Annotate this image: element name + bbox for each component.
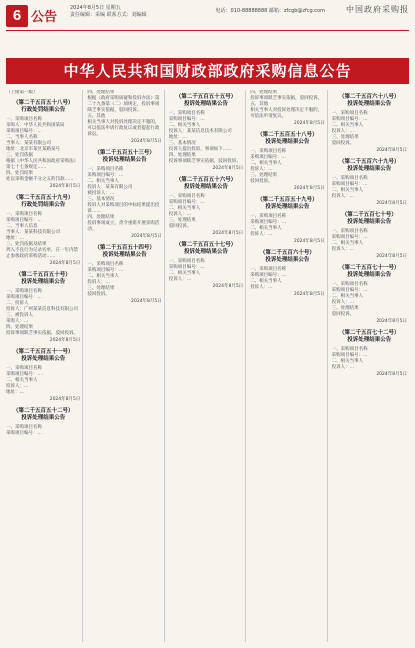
notice-text-line: 投诉事项缺乏事实依据，驳回投诉。 xyxy=(6,331,78,336)
notice-date: 2024年8月5日 xyxy=(49,338,81,343)
notice-column xyxy=(169,90,246,642)
issue-meta-line: 2024年8月5日 星期五 xyxy=(70,5,121,11)
notice-date: 2024年8月5日 xyxy=(212,284,244,289)
notice-text-line: 二、相关当事人 xyxy=(87,179,119,184)
notice-text-line: 处以采购金额千分之五的罚款…… xyxy=(6,177,74,182)
notice-text-line: 四、处理结果 xyxy=(87,215,115,220)
newspaper-brand: 中国政府采购报 xyxy=(346,5,409,14)
notice-text-line: 采购人：中华人民共和国某局 xyxy=(6,123,65,128)
notice-date: 2024年8月5日 xyxy=(376,372,407,377)
notice-text-line: 投诉人：… xyxy=(250,285,273,290)
notice-text-line: 采购项目编号：… xyxy=(87,173,124,178)
notice-text-line: 采购项目编号：… xyxy=(331,353,368,358)
notice-text-line: 三、处理结果 xyxy=(250,173,278,178)
notice-date: 2024年8月5日 xyxy=(293,121,325,126)
notice-text-line: 相关当事人对投诉处理决定不服的，可依法申请复议。 xyxy=(250,108,323,119)
notice-title: （第二千五百六十九号） 投诉处理结果公告 xyxy=(339,159,400,172)
notice-title: （第二千五百五十八号） 投诉处理结果公告 xyxy=(257,132,318,145)
notice-text-line: 二、投诉人 xyxy=(6,301,29,306)
notice-text-line: 二、相关当事人 xyxy=(331,359,364,364)
notice-title: （第二千五百五十五号） 投诉处理结果公告 xyxy=(175,94,237,107)
notice-text-line: 地址：… xyxy=(6,236,24,241)
notice-block xyxy=(87,150,161,240)
notice-block xyxy=(250,90,324,127)
notice-text-line: 三、处罚依据及结果 xyxy=(6,242,47,247)
notice-text-line: 投诉人：某某有限公司 xyxy=(87,185,133,190)
issue-meta xyxy=(70,5,147,19)
notice-block xyxy=(250,250,324,298)
notice-date: 2024年8月5日 xyxy=(376,148,407,153)
notice-text-line: 采购项目编号：… xyxy=(168,265,205,270)
notice-text-line: 投诉人：某某信息技术有限公司 xyxy=(168,129,232,134)
notice-text-line: 四、处罚结果 xyxy=(6,171,33,176)
notice-text-line: 采购项目编号：… xyxy=(6,218,42,223)
notice-text-line: 采购项目编号：… xyxy=(6,295,42,300)
notice-date: 2024年8月5日 xyxy=(293,239,325,244)
notice-text-line: 五、其他 xyxy=(87,114,106,119)
notice-text-line: 采购项目编号：… xyxy=(250,273,287,278)
notice-text-line: 一、采购项目名称 xyxy=(250,267,287,272)
notice-text-line: 投诉人：… xyxy=(331,247,355,252)
notice-block xyxy=(169,177,243,237)
notice-title: （第二千五百五十一号） 投诉处理结果公告 xyxy=(12,349,74,362)
notice-text-line: 一、采购项目名称 xyxy=(331,176,368,181)
notice-text-line: 一、采购项目名称 xyxy=(168,194,205,199)
notice-text-line: 投诉人：… xyxy=(331,365,355,370)
notice-text-line: 三、处理结果 xyxy=(331,306,359,311)
page-title-banner: 中华人民共和国财政部政府采购信息公告 xyxy=(6,58,409,84)
notice-columns xyxy=(6,90,409,642)
notice-text-line: 采购项目编号：… xyxy=(6,372,42,377)
notice-block xyxy=(6,349,80,403)
notice-text-line: 一、采购项目名称 xyxy=(250,214,287,219)
notice-text-line: 投诉人对采购项目的中标结果提出投诉…… xyxy=(87,203,160,214)
notice-date: 2024年8月5日 xyxy=(49,261,81,266)
notice-text-line: 三、基本情况 xyxy=(87,197,115,202)
notice-text-line: 二、相关当事人 xyxy=(6,378,38,383)
notice-block xyxy=(250,197,324,245)
notice-text-line: 采购项目编号：… xyxy=(87,268,124,273)
notice-text-line: 投诉事项缺乏事实依据，驳回投诉。 xyxy=(168,159,241,164)
notice-date: 2024年8月5日 xyxy=(131,299,162,304)
notice-text-line: 一、采购项目名称 xyxy=(168,111,205,116)
notice-block xyxy=(6,195,80,267)
notice-text-line: 投诉人：… xyxy=(168,277,192,282)
notice-title: （第二千五百七十二号） 投诉处理结果公告 xyxy=(339,330,400,343)
notice-block xyxy=(332,212,407,260)
notice-text-line: 驳回投诉。 xyxy=(331,141,355,146)
notice-text-line: 一、采购项目名称 xyxy=(6,117,42,122)
notice-title: （第二千五百五十三号） 投诉处理结果公告 xyxy=(94,150,155,163)
notice-text-line: 一、采购项目名称 xyxy=(331,282,368,287)
notice-text-line: 地址：… xyxy=(6,390,24,395)
notice-text-line: 当事人：某某科技有限公司 xyxy=(6,230,60,235)
notice-text-line: 四、处理结果 xyxy=(6,325,33,330)
notice-column xyxy=(332,90,409,642)
notice-column xyxy=(250,90,327,642)
notice-text-line: 四、处理结果 xyxy=(168,153,196,158)
notice-text-line: 采购项目编号：… xyxy=(6,129,42,134)
notice-title: （第二千五百五十二号） 投诉处理结果公告 xyxy=(12,408,74,421)
notice-text-line: 二、相关当事人 xyxy=(250,161,282,166)
notice-date: 2024年8月5日 xyxy=(293,186,325,191)
notice-block xyxy=(87,245,161,305)
notice-text-line: 一、采购项目名称 xyxy=(87,262,124,267)
notice-date: 2024年8月5日 xyxy=(212,231,244,236)
notice-date: 2024年8月5日 xyxy=(49,184,81,189)
notice-text-line: 三、被投诉人 xyxy=(6,313,33,318)
notice-text-line: 三、处理结果 xyxy=(87,286,115,291)
notice-text-line: 采购项目编号：… xyxy=(331,235,368,240)
notice-text-line: 投诉人：… xyxy=(331,300,355,305)
notice-text-line: 三、处罚依据 xyxy=(6,153,33,158)
notice-text-line: 根据《政府采购质疑和投诉办法》第二十九条第（二）项规定，投诉事项缺乏事实依据，驳回投诉。 xyxy=(87,96,160,113)
notice-text-line: 二、当事人名称 xyxy=(6,135,38,140)
notice-text-line: 投诉事项成立，责令重新开展采购活动。 xyxy=(87,221,160,232)
notice-title: （第二千五百六十八号） 投诉处理结果公告 xyxy=(339,94,400,107)
notice-date: 2024年8月5日 xyxy=(212,166,244,171)
notice-text-line: 二、相关当事人 xyxy=(168,271,201,276)
notice-date: 2024年8月5日 xyxy=(131,139,162,144)
notice-text-line: 投诉人：… xyxy=(331,129,355,134)
notice-block xyxy=(332,265,407,325)
notice-text-line: 当事人：某某有限公司 xyxy=(6,141,51,146)
notice-text-line: 投诉人：… xyxy=(331,194,355,199)
notice-text-line: 投诉人：… xyxy=(6,384,29,389)
notice-block xyxy=(6,272,80,344)
notice-title: （第二千五百七十一号） 投诉处理结果公告 xyxy=(339,265,400,278)
notice-title: （第二千五百五十六号） 投诉处理结果公告 xyxy=(175,177,237,190)
notice-block xyxy=(332,330,407,378)
section-number-badge: 6 xyxy=(6,5,28,27)
notice-title: （第二千五百五十九号） 投诉处理结果公告 xyxy=(257,197,318,210)
notice-block xyxy=(6,408,80,437)
notice-text-line: 一、采购项目名称 xyxy=(168,259,205,264)
notice-text-line: 驳回投诉。 xyxy=(87,292,110,297)
notice-block xyxy=(250,132,324,192)
issue-meta-line: 责任编辑：采编 联系方式：刘编辑 xyxy=(70,12,147,18)
notice-text-line: 采购项目编号：… xyxy=(250,220,287,225)
notice-text-line: 投诉事项缺乏事实依据，驳回投诉。 xyxy=(250,96,323,101)
notice-text-line: 驳回投诉。 xyxy=(168,224,192,229)
notice-column xyxy=(87,90,164,642)
notice-text-line: 投诉人：… xyxy=(87,280,110,285)
notice-text-line: 一、采购项目名称 xyxy=(6,289,42,294)
notice-date: 2024年8月5日 xyxy=(293,292,325,297)
notice-text-line: 二、相关当事人 xyxy=(331,241,364,246)
notice-title: （第二千五百五十四号） 投诉处理结果公告 xyxy=(94,245,155,258)
notice-text-line: 采购项目编号：… xyxy=(331,182,368,187)
notice-title: （第二千五百五十七号） 投诉处理结果公告 xyxy=(175,242,237,255)
notice-text-line: 投诉人提出投诉，事项如下…… xyxy=(168,147,232,152)
notice-text-line: 投诉人：… xyxy=(250,167,273,172)
notice-date: 2024年8月5日 xyxy=(49,397,81,402)
notice-text-line: 采购项目编号：… xyxy=(331,117,368,122)
notice-text-line: 三、处理结果 xyxy=(331,135,359,140)
notice-text-line: 驳回投诉。 xyxy=(331,312,355,317)
notice-text-line: 五、其他 xyxy=(250,102,269,107)
section-name: 公告 xyxy=(31,10,58,25)
notice-text-line: 一、采购项目名称 xyxy=(250,149,287,154)
notice-text-line: 地址：北京市某区某路某号 xyxy=(6,147,60,152)
notice-date: 2024年8月5日 xyxy=(376,201,407,206)
notice-date: 2024年8月5日 xyxy=(376,319,407,324)
notice-text-line: 一、采购项目名称 xyxy=(6,366,42,371)
notice-text-line: 投诉人：… xyxy=(168,212,192,217)
notice-text-line: 二、相关当事人 xyxy=(168,206,201,211)
notice-text-line: 地址：… xyxy=(168,135,187,140)
notice-title: （第二千五百六十号） 投诉处理结果公告 xyxy=(259,250,315,263)
notice-text-line: 二、相关当事人 xyxy=(250,279,282,284)
notice-column xyxy=(6,90,83,642)
notice-block xyxy=(169,94,243,172)
notice-title: （第二千五百五十九号） 行政处罚结果公告 xyxy=(12,195,74,208)
notice-text-line: 二、相关当事人 xyxy=(168,123,201,128)
notice-block xyxy=(332,159,407,207)
notice-text-line: 采购人：… xyxy=(6,319,29,324)
notice-title: （第二千五百五十号） 投诉处理结果公告 xyxy=(15,272,71,285)
notice-text-line: 投诉人：广州某某信息科技有限公司 xyxy=(6,307,78,312)
notice-text-line: 二、相关当事人 xyxy=(250,226,282,231)
notice-text-line: 被投诉人：… xyxy=(87,191,115,196)
notice-text-line: 三、处理结果 xyxy=(168,218,196,223)
notice-text-line: 二、相关当事人 xyxy=(87,274,119,279)
notice-title: （第二千五百七十号） 投诉处理结果公告 xyxy=(341,212,397,225)
notice-block xyxy=(6,100,80,190)
notice-text-line: 四、处理结果 xyxy=(250,90,278,95)
notice-text-line: 采购项目编号：… xyxy=(168,117,205,122)
notice-block xyxy=(87,90,161,145)
notice-text-line: 列入不良行为记录名单，在一年内禁止参加政府采购活动…… xyxy=(6,248,78,259)
notice-text-line: 一、采购项目名称 xyxy=(6,425,42,430)
notice-title: （第二千五百五十八号） 行政处罚结果公告 xyxy=(12,100,74,113)
notice-text-line: 一、采购项目名称 xyxy=(331,111,368,116)
notice-text-line: 投诉人：… xyxy=(250,232,273,237)
notice-text-line: 一、采购项目名称 xyxy=(6,212,42,217)
notice-text-line: 二、相关当事人 xyxy=(331,294,364,299)
notice-block xyxy=(332,94,407,154)
notice-text-line: 采购项目编号：… xyxy=(250,155,287,160)
notice-text-line: 四、处理结果 xyxy=(87,90,115,95)
notice-text-line: 一、采购项目名称 xyxy=(331,347,368,352)
notice-text-line: 二、当事人信息 xyxy=(6,224,38,229)
notice-date: 2024年8月5日 xyxy=(376,254,407,259)
notice-text-line: 一、采购项目名称 xyxy=(87,167,124,172)
notice-text-line: 采购项目编号：… xyxy=(168,200,205,205)
notice-text-line: 根据《中华人民共和国政府采购法》第七十七条规定…… xyxy=(6,159,78,170)
notice-text-line: 一、采购项目名称 xyxy=(331,229,368,234)
notice-text-line: 驳回投诉。 xyxy=(250,179,273,184)
notice-text-line: 二、相关当事人 xyxy=(331,123,364,128)
notice-text-line: 相关当事人对投诉处理决定不服的，可以依法申请行政复议或者提起行政诉讼。 xyxy=(87,120,160,137)
notice-date: 2024年8月5日 xyxy=(131,234,162,239)
continued-from-note: （上接第一版） xyxy=(6,90,38,95)
notice-text-line: 采购项目编号：… xyxy=(6,431,42,436)
notice-text-line: 三、基本情况 xyxy=(168,141,196,146)
notice-text-line: 采购项目编号：… xyxy=(331,288,368,293)
header-rule xyxy=(6,30,409,31)
notice-text-line: 二、相关当事人 xyxy=(331,188,364,193)
page-header xyxy=(0,0,415,40)
contact-info: 电话：010-88888888 邮箱：zfcgb@zfcg.com xyxy=(215,8,325,14)
notice-block xyxy=(169,242,243,290)
